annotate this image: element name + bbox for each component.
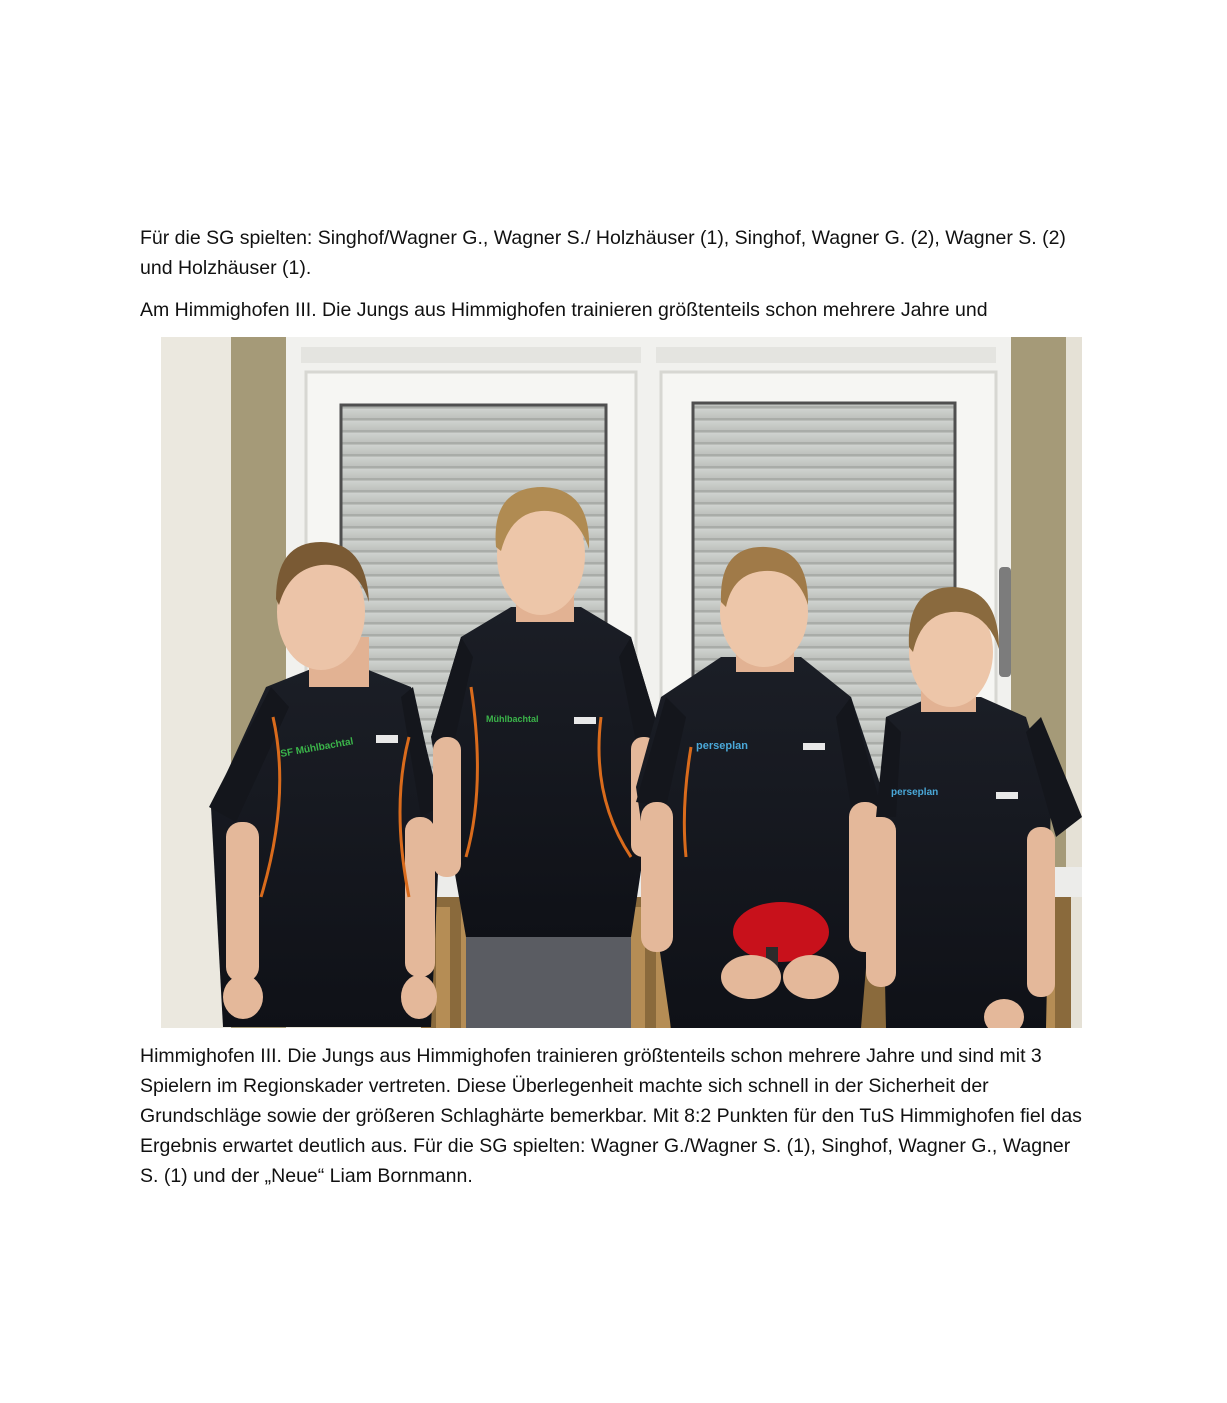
paragraph-fragment: Am Himmighofen III. Die Jungs aus Himmighofen trainieren größtenteils schon mehrere Jahre und [140,299,988,321]
team-photo [161,337,1082,1028]
paragraph-match-report: Himmighofen III. Die Jungs aus Himmighofen trainieren größtenteils schon mehrere Jahre und sind mit 3 Spielern im Regionskader vertreten. Diese Überlegenheit machte sich schnell in der Sicherheit der Grundschläge sowie der größeren Schlaghärte bemerkbar. Mit 8:2 Punkten für den TuS Himmighofen fiel das Ergebnis erwartet deutlich aus. Für die SG spielten: Wagner G./Wagner S. (1), Singhof, Wagner G., Wagner S. (1) und der „Neue“ Liam Bornmann. [140,1045,1082,1187]
paragraph-players-1: Für die SG spielten: Singhof/Wagner G., Wagner S./ Holzhäuser (1), Singhof, Wagner G. (2), Wagner S. (2) und Holzhäuser (1). [140,227,1066,279]
svg-text:perseplan: perseplan [891,787,939,798]
svg-text:perseplan: perseplan [696,740,748,752]
svg-text:SF Mühlbachtal: SF Mühlbachtal [279,736,355,760]
svg-text:Mühlbachtal: Mühlbachtal [486,714,539,724]
